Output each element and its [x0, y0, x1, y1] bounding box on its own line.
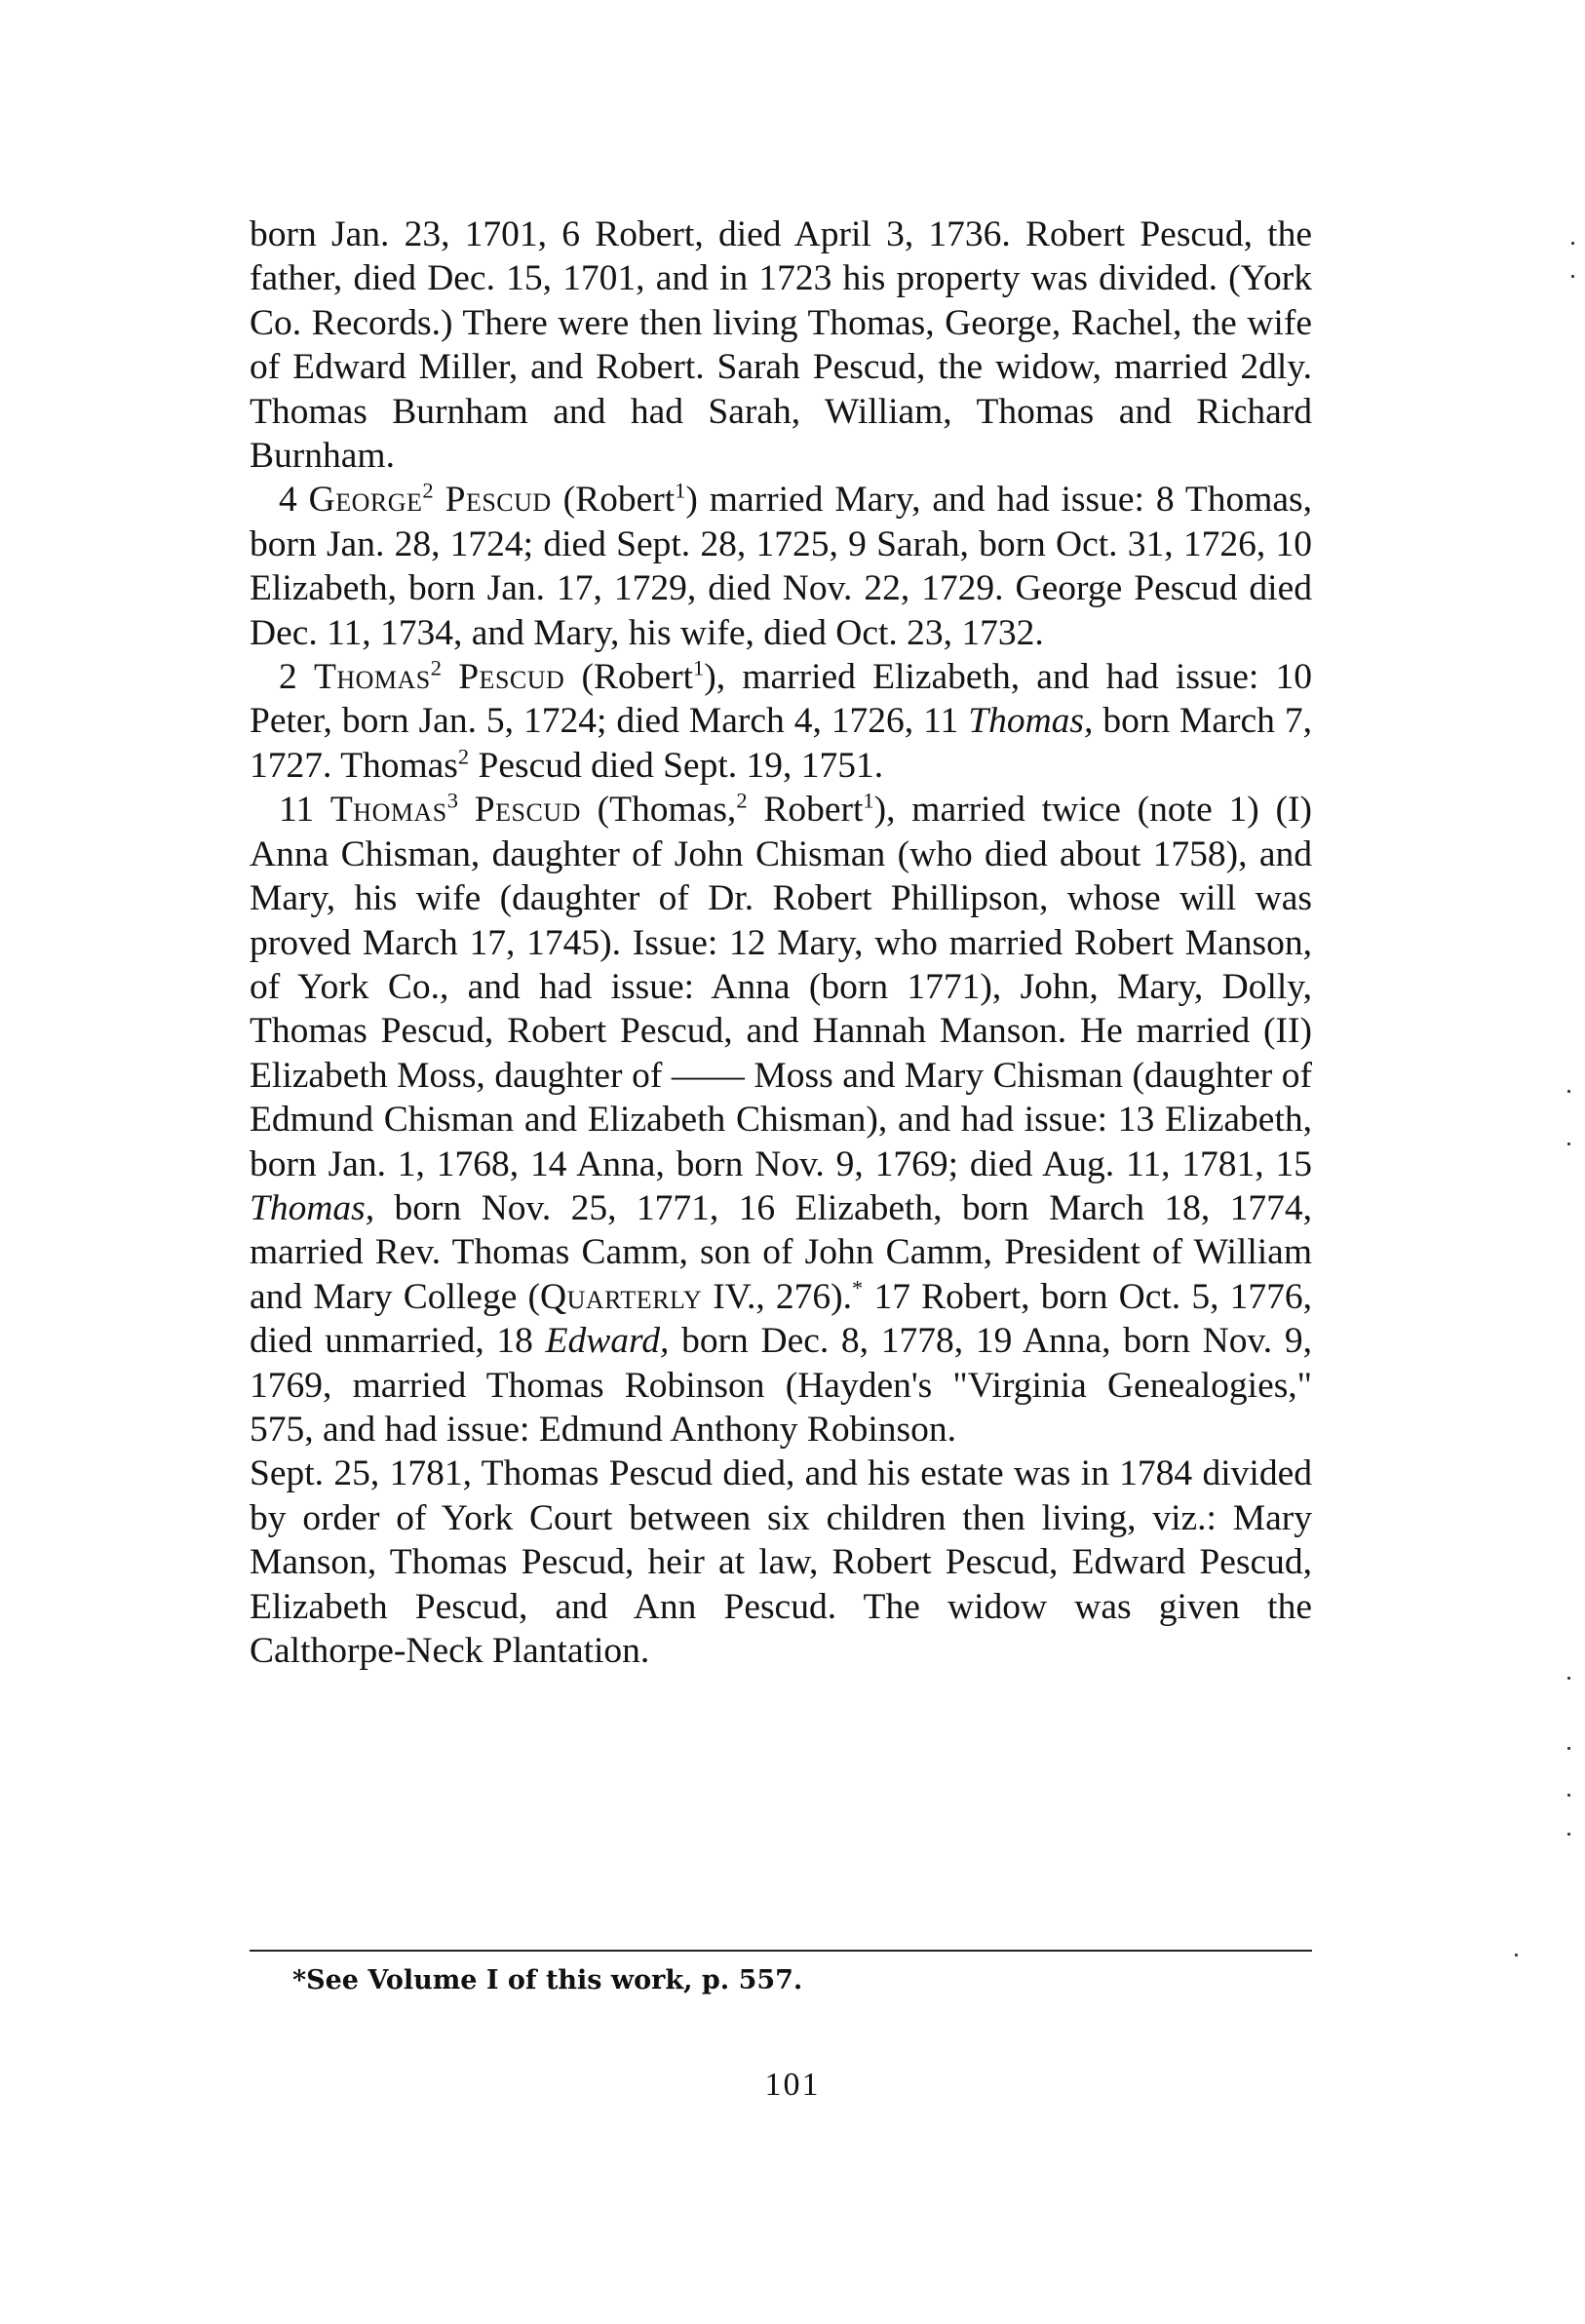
text-run: born Nov. 25, 1771, 16 Elizabeth, born March 18, 1774, married Rev. Thomas Camm, son of John Camm, President of William and Mary College (	[250, 1187, 1312, 1317]
text-run: 17 Robert, born Oct. 5, 1776, died unmarried, 18	[250, 1276, 1312, 1362]
scan-speck	[1571, 242, 1574, 245]
scan-speck	[1567, 1677, 1570, 1680]
body-text	[250, 213, 1312, 1673]
footnote: *See Volume I of this work, p. 557.	[292, 1965, 803, 1995]
text-run: born Dec. 8, 1778, 19 Anna, born Nov. 9, 1769, married Thomas Robinson (Hayden's "Virginia Genealogies," 575, and had issue: Edmund Anthony Robinson.	[250, 1321, 1312, 1450]
small-caps-name: Pescud	[458, 657, 565, 698]
italic-name: Thomas,	[250, 1187, 375, 1228]
small-caps-name: Pescud	[445, 480, 552, 521]
text-run	[434, 480, 445, 520]
text-run: (Thomas,	[580, 790, 737, 831]
scan-speck	[1515, 1954, 1518, 1956]
text-run: born Jan. 23, 1701, 6 Robert, died April 3, 1736. Robert Pescud, the father, died Dec. 15, 1701, and in 1723 his property was divided. (York Co. Records.) There were then living Thomas, George, Rachel, the wife of Edward Miller, and Robert. Sarah Pescud, the widow, married 2dly. Thomas Burnham and had Sarah, William, Thomas and Richard Burnham.	[250, 214, 1312, 477]
superscript-marker: *	[852, 1275, 864, 1300]
small-caps-name: Quarterly	[540, 1276, 703, 1317]
text-run: (Robert	[564, 657, 694, 698]
text-run: 11	[279, 790, 330, 831]
text-run: 4	[279, 480, 309, 521]
small-caps-name: Thomas	[329, 790, 447, 831]
small-caps-name: Thomas	[313, 657, 431, 698]
scan-speck	[1567, 1090, 1570, 1093]
paragraph-thomas-pescud-3	[250, 788, 1312, 1452]
paragraph-estate-division	[250, 1452, 1312, 1673]
page-number: 101	[764, 2067, 821, 2103]
scan-speck	[1567, 1833, 1570, 1836]
text-run	[442, 657, 458, 697]
text-run	[458, 790, 475, 830]
text-run: ) married Mary, and had issue: 8 Thomas, born Jan. 28, 1724; died Sept. 28, 1725, 9 Sarah, born Oct. 31, 1726, 10 Elizabeth, born Jan. 17, 1729, died Nov. 22, 1729. George Pescud died Dec. 11, 1734, and Mary, his wife, died Oct. 23, 1732.	[250, 480, 1313, 653]
scan-speck	[1567, 1794, 1570, 1797]
text-run: born March 7, 1727. Thomas	[250, 701, 1312, 786]
text-run: IV., 276).	[702, 1276, 853, 1317]
small-caps-name: George	[308, 480, 423, 521]
scan-speck	[1567, 1143, 1570, 1145]
superscript-marker: 1	[675, 478, 686, 503]
paragraph-george-pescud	[250, 478, 1312, 655]
text-run: Sept. 25, 1781, Thomas Pescud died, and his estate was in 1784 divided by order of York Court between six children then living, viz.: Mary Manson, Thomas Pescud, heir at law, Robert Pescud, Edward Pescud, Elizabeth Pescud, and Ann Pescud. The widow was given the Calthorpe-Neck Plantation.	[250, 1453, 1312, 1671]
footnote-rule	[250, 1950, 1312, 1952]
small-caps-name: Pescud	[474, 790, 581, 831]
superscript-marker: 1	[693, 655, 705, 680]
paragraph-thomas-pescud-2	[250, 655, 1312, 788]
italic-name: Edward,	[545, 1321, 670, 1362]
scan-speck	[1571, 275, 1574, 278]
text-run: ), married Elizabeth, and had issue: 10 Peter, born Jan. 5, 1724; died March 4, 1726, 11	[250, 657, 1312, 742]
text-run: Pescud died Sept. 19, 1751.	[469, 745, 884, 786]
text-run: Robert	[747, 790, 864, 831]
text-run: (Robert	[551, 480, 676, 521]
superscript-marker: 3	[446, 788, 458, 813]
superscript-marker: 2	[457, 744, 470, 769]
superscript-marker: 2	[736, 788, 748, 813]
superscript-marker: 2	[430, 655, 443, 680]
scan-speck	[1567, 1747, 1570, 1750]
text-run: 2	[279, 657, 314, 698]
italic-name: Thomas,	[968, 701, 1094, 742]
text-run: ), married twice (note 1) (I) Anna Chisman, daughter of John Chisman (who died about 1758), and Mary, his wife (daughter of Dr. Robert Phillipson, whose will was proved March 17, 1745). Issue: 12 Mary, who married Robert Manson, of York Co., and had issue: Anna (born 1771), John, Mary, Dolly, Thomas Pescud, Robert Pescud, and Hannah Manson. He married (II) Elizabeth Moss, daughter of —— Moss and Mary Chisman (daughter of Edmund Chisman and Elizabeth Chisman), and had issue: 13 Elizabeth, born Jan. 1, 1768, 14 Anna, born Nov. 9, 1769; died Aug. 11, 1781, 15	[250, 790, 1312, 1184]
paragraph-robert-children	[250, 213, 1312, 478]
superscript-marker: 1	[863, 788, 874, 813]
superscript-marker: 2	[422, 478, 434, 503]
